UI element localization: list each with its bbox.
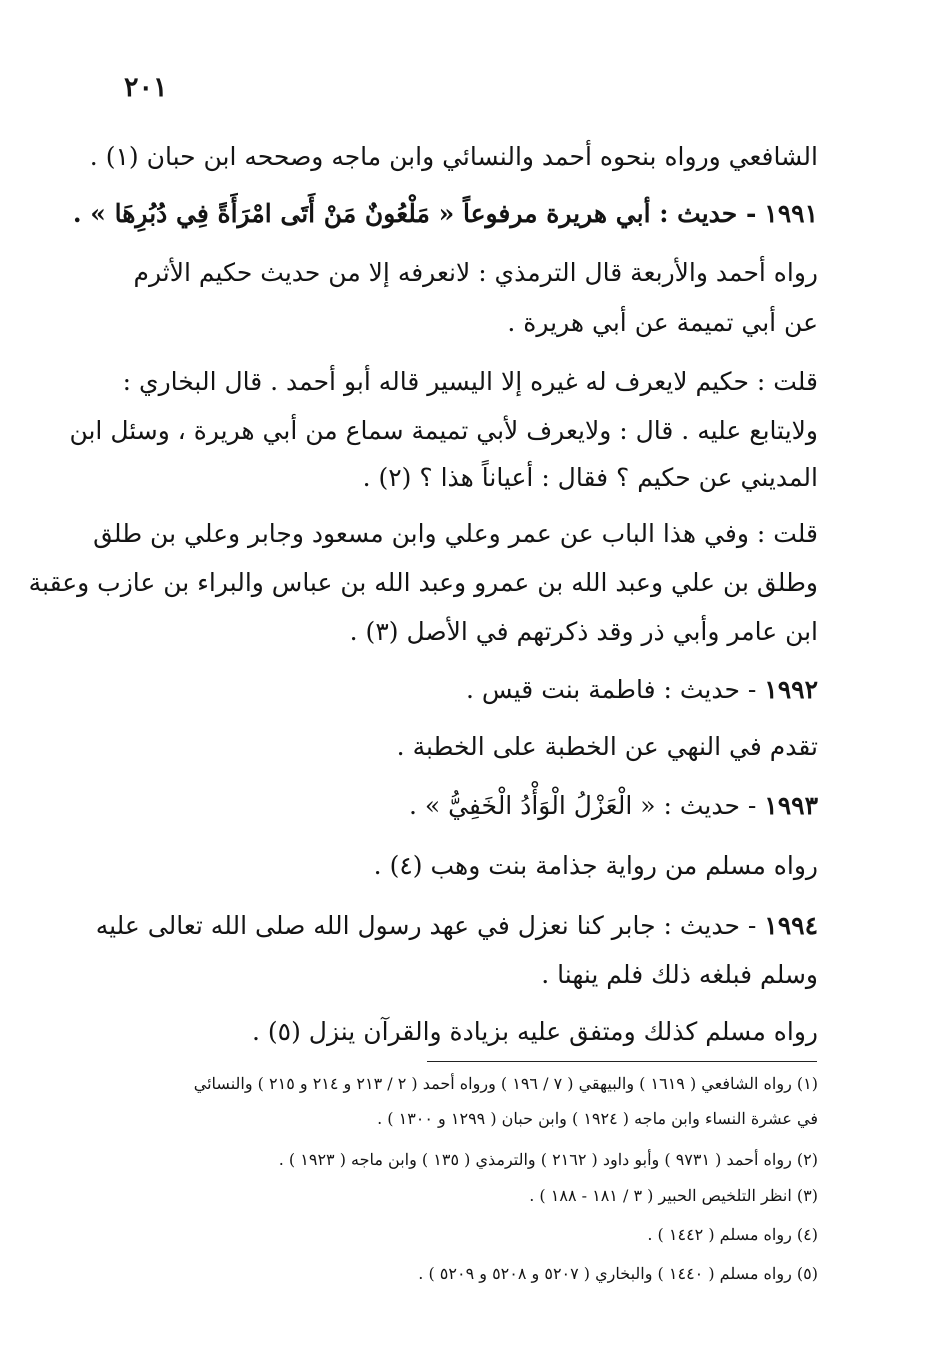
text-line-17: رواه مسلم كذلك ومتفق عليه بزيادة والقرآن ينزل (٥) . [252, 1017, 818, 1046]
footnote-4: (٤) رواه مسلم ( ١٤٤٢ ) . [647, 1225, 818, 1244]
text-line-6: ولايتابع عليه . قال : ولايعرف لأبي تميمة سماع من أبي هريرة ، وسئل ابن [69, 416, 818, 445]
text-line-1: الشافعي ورواه بنحوه أحمد والنسائي وابن ماجه وصححه ابن حبان (١) . [89, 142, 818, 171]
footnote-1: (١) رواه الشافعي ( ١٦١٩ ) والبيهقي ( ٧ / ١٩٦ ) ورواه أحمد ( ٢ / ٢١٣ و ٢١٤ و ٢١٥ ) والنسائي [193, 1074, 818, 1093]
text-line-5: قلت : حكيم لايعرف له غيره إلا اليسير قاله أبو أحمد . قال البخاري : [122, 367, 818, 396]
text-line-12: تقدم في النهي عن الخطبة على الخطبة . [396, 732, 818, 761]
text-line-10: ابن عامر وأبي ذر وقد ذكرتهم في الأصل (٣) . [349, 617, 818, 646]
footnote-2: (٢) رواه أحمد ( ٩٧٣١ ) وأبو داود ( ٢١٦٢ ) والترمذي ( ١٣٥ ) وابن ماجه ( ١٩٢٣ ) . [278, 1150, 818, 1169]
footnote-1-continued: في عشرة النساء وابن ماجه ( ١٩٢٤ ) وابن حبان ( ١٢٩٩ و ١٣٠٠ ) . [377, 1109, 818, 1128]
footnote-divider [427, 1061, 817, 1062]
hadith-text: - حديث : أبي هريرة مرفوعاً « مَلْعُونٌ مَنْ أَتَى امْرَأَةً فِي دُبُرِهَا » . [72, 199, 757, 228]
hadith-1993 [409, 786, 818, 826]
text-line-9: وطلق بن علي وعبد الله بن عمرو وعبد الله بن عباس والبراء بن عازب وعقبة [28, 568, 818, 597]
footnote-3: (٣) انظر التلخيص الحبير ( ٣ / ١٨١ - ١٨٨ ) . [529, 1186, 818, 1205]
hadith-1992 [466, 670, 818, 710]
text-line-7: المديني عن حكيم ؟ فقال : أعياناً هذا ؟ (٢) . [362, 463, 818, 492]
hadith-number: ١٩٩٢ [764, 675, 818, 704]
hadith-text: - حديث : جابر كنا نعزل في عهد رسول الله صلى الله تعالى عليه [95, 911, 757, 940]
page-number: ٢٠١ [124, 72, 168, 103]
hadith-1994 [96, 906, 818, 946]
footnote-5: (٥) رواه مسلم ( ١٤٤٠ ) والبخاري ( ٥٢٠٧ و ٥٢٠٨ و ٥٢٠٩ ) . [418, 1264, 818, 1283]
text-line-3: رواه أحمد والأربعة قال الترمذي : لانعرفه إلا من حديث حكيم الأثرم [133, 258, 818, 287]
hadith-number: ١٩٩١ [764, 199, 818, 228]
text-line-14: رواه مسلم من رواية جذامة بنت وهب (٤) . [373, 851, 818, 880]
hadith-number: ١٩٩٤ [764, 911, 818, 940]
hadith-1991 [73, 194, 818, 234]
hadith-text: - حديث : فاطمة بنت قيس . [466, 675, 757, 704]
hadith-number: ١٩٩٣ [764, 791, 818, 820]
text-line-16: وسلم فبلغه ذلك فلم ينهنا . [541, 960, 818, 989]
hadith-text: - حديث : « الْعَزْلُ الْوَأْدُ الْخَفِيُّ » . [408, 791, 757, 820]
text-line-8: قلت : وفي هذا الباب عن عمر وعلي وابن مسعود وجابر وعلي بن طلق [93, 519, 818, 548]
text-line-4: عن أبي تميمة عن أبي هريرة . [507, 308, 818, 337]
